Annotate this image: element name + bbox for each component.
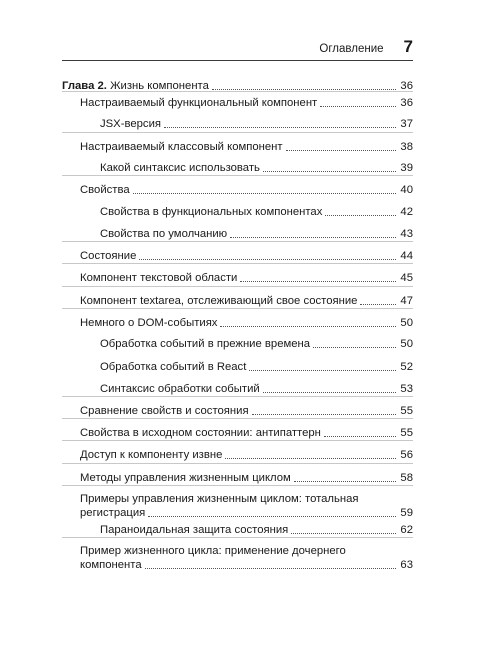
toc-entry-title [100, 161, 260, 175]
toc-page-number: 56 [400, 449, 413, 461]
toc-entry-text: Свойства в исходном состоянии: антипаттерн [80, 427, 321, 439]
separator-line [62, 440, 413, 441]
toc-page-number: 42 [400, 206, 413, 218]
separator-line [62, 308, 413, 309]
toc-entry-title-cont: регистрация [80, 507, 146, 519]
toc-entry-text: Сравнение свойств и состояния [80, 405, 249, 417]
dot-leader [133, 193, 396, 194]
toc-entry[interactable] [62, 382, 413, 396]
dot-leader [148, 516, 396, 517]
dot-leader [320, 106, 396, 107]
dot-leader [212, 89, 396, 90]
dot-leader [225, 458, 396, 459]
toc-entry-title [80, 271, 237, 285]
toc-entry[interactable] [62, 404, 413, 418]
toc-entry[interactable] [62, 205, 413, 219]
toc-entry-title [100, 227, 227, 241]
separator-line [62, 537, 413, 538]
toc-entry-text: Жизнь компонента [106, 80, 209, 92]
dot-leader [324, 436, 396, 437]
toc-entry-title [80, 404, 249, 418]
toc-entry-title [80, 183, 130, 197]
dot-leader [230, 237, 396, 238]
toc-entry[interactable] [62, 523, 413, 537]
toc-entry-title [80, 426, 321, 440]
toc-page-number: 52 [400, 361, 413, 373]
toc-entry-title [100, 117, 161, 131]
toc-entry-title [100, 337, 310, 351]
separator-line [62, 485, 413, 486]
separator-line [62, 175, 413, 176]
dot-leader [291, 533, 396, 534]
dot-leader [252, 414, 396, 415]
toc-entry-text: Состояние [80, 250, 137, 262]
toc-entry-text: Настраиваемый классовый компонент [80, 141, 283, 153]
toc-entry-title [80, 249, 136, 263]
toc-page-number: 50 [400, 317, 413, 329]
toc-page-number: 59 [400, 507, 413, 519]
toc-entry-title [100, 360, 246, 374]
toc-entry-title [100, 382, 260, 396]
separator-line [62, 263, 413, 264]
toc-entry[interactable] [62, 337, 413, 351]
toc-entry-continuation [80, 558, 413, 572]
dot-leader [294, 481, 396, 482]
toc-entry-title [100, 523, 288, 537]
toc-page-number: 53 [400, 383, 413, 395]
toc-page-number: 38 [400, 141, 413, 153]
dot-leader [263, 392, 396, 393]
toc-entry-title [80, 96, 317, 110]
chapter-label: Глава 2. [62, 80, 107, 92]
toc-page-number: 45 [400, 272, 413, 284]
toc-entry[interactable] [62, 249, 413, 263]
toc-entry-title-cont: компонента [80, 559, 142, 571]
separator-line [62, 132, 413, 133]
toc-entry[interactable] [62, 426, 413, 440]
toc-page-number: 62 [400, 524, 413, 536]
dot-leader [145, 568, 396, 569]
toc-page-number: 44 [400, 250, 413, 262]
dot-leader [240, 281, 396, 282]
toc-entry-text: Настраиваемый функциональный компонент [80, 97, 318, 109]
toc-entry-text: Обработка событий в прежние времена [100, 338, 311, 350]
toc-page-number: 58 [400, 472, 413, 484]
toc-entry-continuation [80, 506, 413, 520]
toc-entry[interactable] [62, 544, 413, 572]
toc-entry[interactable] [62, 316, 413, 330]
toc-entry[interactable] [62, 360, 413, 374]
toc-page-number: 63 [400, 559, 413, 571]
toc-entry[interactable] [62, 140, 413, 154]
toc-entry-text: Какой синтаксис использовать [100, 162, 260, 174]
toc-entry-title [80, 448, 222, 462]
toc-entry[interactable] [62, 471, 413, 485]
toc-page-number: 55 [400, 427, 413, 439]
dot-leader [164, 127, 396, 128]
dot-leader [249, 370, 396, 371]
toc-entry-text: Свойства [80, 184, 130, 196]
toc-entry-text: Свойства в функциональных компонентах [100, 206, 323, 218]
dot-leader [263, 171, 396, 172]
toc-entry-text: Методы управления жизненным циклом [80, 472, 291, 484]
toc-entry[interactable] [62, 294, 413, 308]
page-number: 7 [403, 37, 413, 56]
toc-entry-text: Параноидальная защита состояния [100, 524, 289, 536]
separator-line [62, 463, 413, 464]
dot-leader [220, 326, 396, 327]
toc-entry[interactable] [62, 492, 413, 520]
toc-entry-title: Примеры управления жизненным циклом: тотальная [80, 493, 359, 505]
running-header [62, 26, 413, 61]
toc-entry-text: Синтаксис обработки событий [100, 383, 260, 395]
toc-entry-title [80, 471, 291, 485]
toc-page-number: 50 [400, 338, 413, 350]
separator-line [62, 286, 413, 287]
toc-page-number: 36 [400, 80, 413, 92]
separator-line [62, 418, 413, 419]
toc-entry[interactable] [62, 183, 413, 197]
toc-page-number: 36 [400, 97, 413, 109]
toc-entry-title [80, 316, 217, 330]
toc-entry-text: Обработка событий в React [100, 361, 247, 373]
toc-entry[interactable] [62, 448, 413, 462]
separator-line [62, 396, 413, 397]
toc-page-number: 47 [400, 295, 413, 307]
toc-entry-text: Свойства по умолчанию [100, 228, 228, 240]
toc-entry[interactable] [62, 271, 413, 285]
separator-line [62, 241, 413, 242]
toc-entry-title [80, 140, 283, 154]
dot-leader [286, 150, 396, 151]
toc-page-number: 43 [400, 228, 413, 240]
toc-page-number: 40 [400, 184, 413, 196]
dot-leader [139, 259, 396, 260]
toc-entry-title [100, 205, 322, 219]
section-title: Оглавление [319, 43, 384, 55]
toc-entry-text: Доступ к компоненту извне [80, 449, 223, 461]
toc-entry[interactable] [62, 96, 413, 110]
toc-entry[interactable] [62, 227, 413, 241]
toc-entry[interactable] [62, 117, 413, 131]
toc-page-number: 37 [400, 118, 413, 130]
dot-leader [313, 347, 396, 348]
toc-entry-text: Компонент текстовой области [80, 272, 238, 284]
toc-entry-title: Пример жизненного цикла: применение дочернего [80, 545, 346, 557]
dot-leader [325, 215, 396, 216]
toc-entry-title [80, 294, 357, 308]
separator-line [62, 91, 413, 92]
toc-entry-text: Компонент textarea, отслеживающий свое состояние [80, 295, 358, 307]
toc-page-number: 55 [400, 405, 413, 417]
toc-entry-text: JSX-версия [100, 118, 161, 130]
toc-entry[interactable] [62, 161, 413, 175]
toc-entry-text: Немного о DOM-событиях [80, 317, 218, 329]
dot-leader [360, 304, 396, 305]
toc-page-number: 39 [400, 162, 413, 174]
